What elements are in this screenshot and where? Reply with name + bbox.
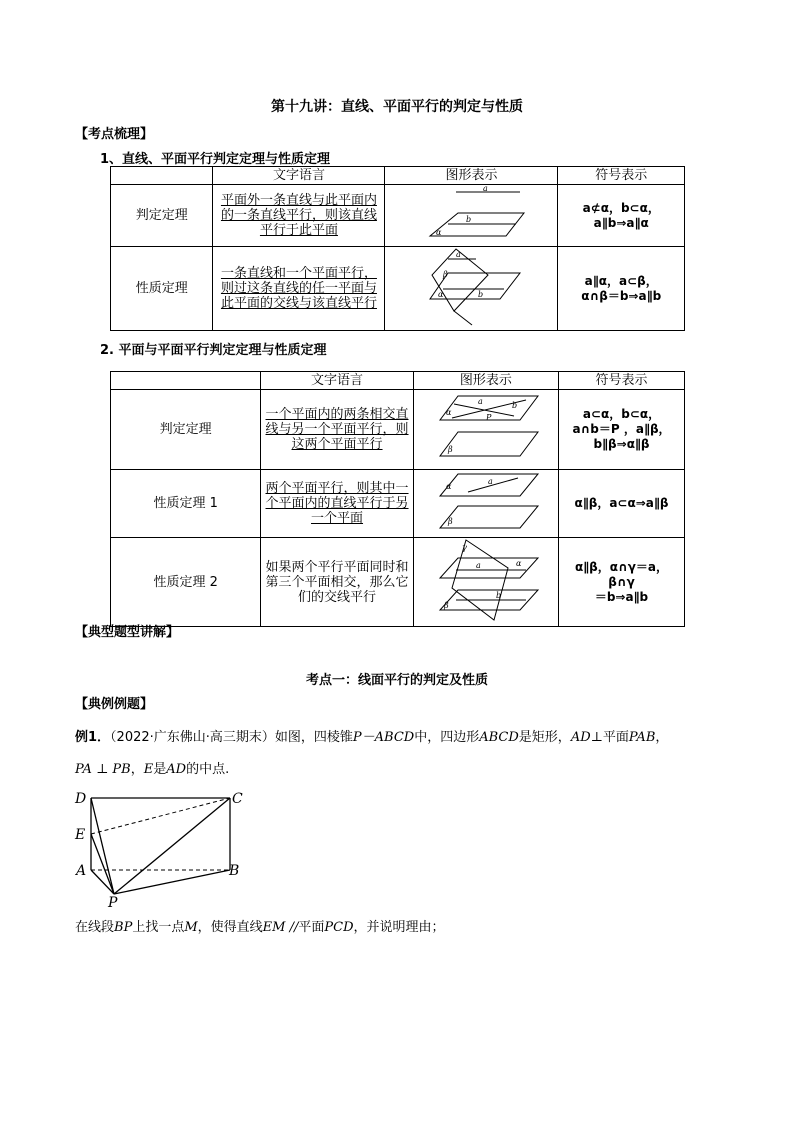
question-text: 在线段BP上找一点M，使得直线EM //平面PCD，并说明理由； [75,920,445,935]
svg-text:α: α [445,482,452,491]
section-heading-sample: 【典例例题】 [75,697,154,712]
row-symbol: α∥β，α∩γ＝a，β∩γ ＝b⇒a∥b [558,538,684,627]
vertex-label-e: E [75,827,86,843]
row-name: 性质定理 2 [111,538,261,627]
section-heading-review: 【考点梳理】 [75,127,154,142]
svg-text:α: α [436,228,442,237]
example-line-2: PA ⊥ PB，E是AD的中点. [75,762,230,777]
figure-line-plane-property [388,247,554,326]
svg-text:γ: γ [461,543,467,552]
svg-text:a: a [475,561,481,570]
figure-plane-plane-property2 [418,538,554,622]
table-header-text: 文字语言 [261,372,413,390]
svg-text:a: a [487,477,493,486]
vertex-label-d: D [75,791,87,807]
svg-text:a: a [477,397,483,406]
svg-text:β: β [443,601,449,610]
table-header-symbol: 符号表示 [558,167,685,185]
table-header-blank [111,167,213,185]
svg-text:β: β [447,517,453,526]
row-name: 性质定理 1 [111,470,261,538]
figure-plane-plane-judgement [418,390,554,465]
row-name: 判定定理 [111,390,261,470]
vertex-label-p: P [108,895,118,908]
table-header-figure: 图形表示 [385,167,558,185]
vertex-label-c: C [232,791,243,807]
row-text: 如果两个平行平面同时和第三个平面相交，那么它们的交线平行 [261,538,413,627]
pyramid-figure [70,786,260,908]
vertex-label-b: B [229,863,240,879]
row-text: 一条直线和一个平面平行，则过这条直线的任一平面与此平面的交线与该直线平行 [213,247,385,331]
page-title: 第十九讲：直线、平面平行的判定与性质 [271,99,523,115]
svg-text:α: α [438,290,444,299]
svg-text:α: α [445,408,452,417]
row-text: 一个平面内的两条相交直线与另一个平面平行，则这两个平面平行 [261,390,413,470]
svg-text:α: α [515,559,522,568]
table-header-text: 文字语言 [213,167,385,185]
row-name: 性质定理 [111,247,213,331]
row-name: 判定定理 [111,185,213,247]
subheading-plane-plane: 2. 平面与平面平行判定定理与性质定理 [100,343,327,358]
example-line-1: 例1．（2022·广东佛山·高三期末）如图，四棱锥P－ABCD中，四边形ABCD是矩形，AD⊥平面PAB， [75,730,669,745]
table-plane-plane-parallel [110,371,685,627]
vertex-label-a: A [76,863,87,879]
row-text: 两个平面平行，则其中一个平面内的直线平行于另一个平面 [261,470,413,538]
figure-line-plane-judgement [388,185,554,242]
svg-text:a: a [456,250,462,259]
row-figure [385,247,558,331]
row-symbol: a⊄α，b⊂α， a∥b⇒a∥α [558,185,685,247]
svg-text:β: β [443,270,449,279]
table-header-figure: 图形表示 [413,372,558,390]
row-text: 平面外一条直线与此平面内的一条直线平行，则该直线平行于此平面 [213,185,385,247]
svg-text:b: b [495,591,501,600]
row-figure [385,185,558,247]
svg-text:b: b [511,401,517,410]
subheading-line-plane: 1、直线、平面平行判定定理与性质定理 [100,152,331,167]
section-heading-examples: 【典型题型讲解】 [75,625,180,640]
svg-text:b: b [466,215,472,224]
svg-text:β: β [447,445,453,454]
row-symbol: a⊂α，b⊂α， a∩b＝P ，a∥β， b∥β⇒α∥β [558,390,684,470]
table-line-plane-parallel [110,166,685,331]
row-symbol: a∥α，a⊂β， α∩β＝b⇒a∥b [558,247,685,331]
svg-text:a: a [483,185,489,193]
topic-heading: 考点一：线面平行的判定及性质 [305,673,488,688]
example-label: 例1． [75,730,111,745]
row-symbol: α∥β，a⊂α⇒a∥β [558,470,684,538]
row-figure [413,538,558,627]
table-header-symbol: 符号表示 [558,372,684,390]
svg-text:b: b [478,290,484,299]
figure-plane-plane-property1 [418,470,554,533]
svg-text:P: P [485,413,492,422]
row-figure [413,390,558,470]
row-figure [413,470,558,538]
table-header-blank [111,372,261,390]
